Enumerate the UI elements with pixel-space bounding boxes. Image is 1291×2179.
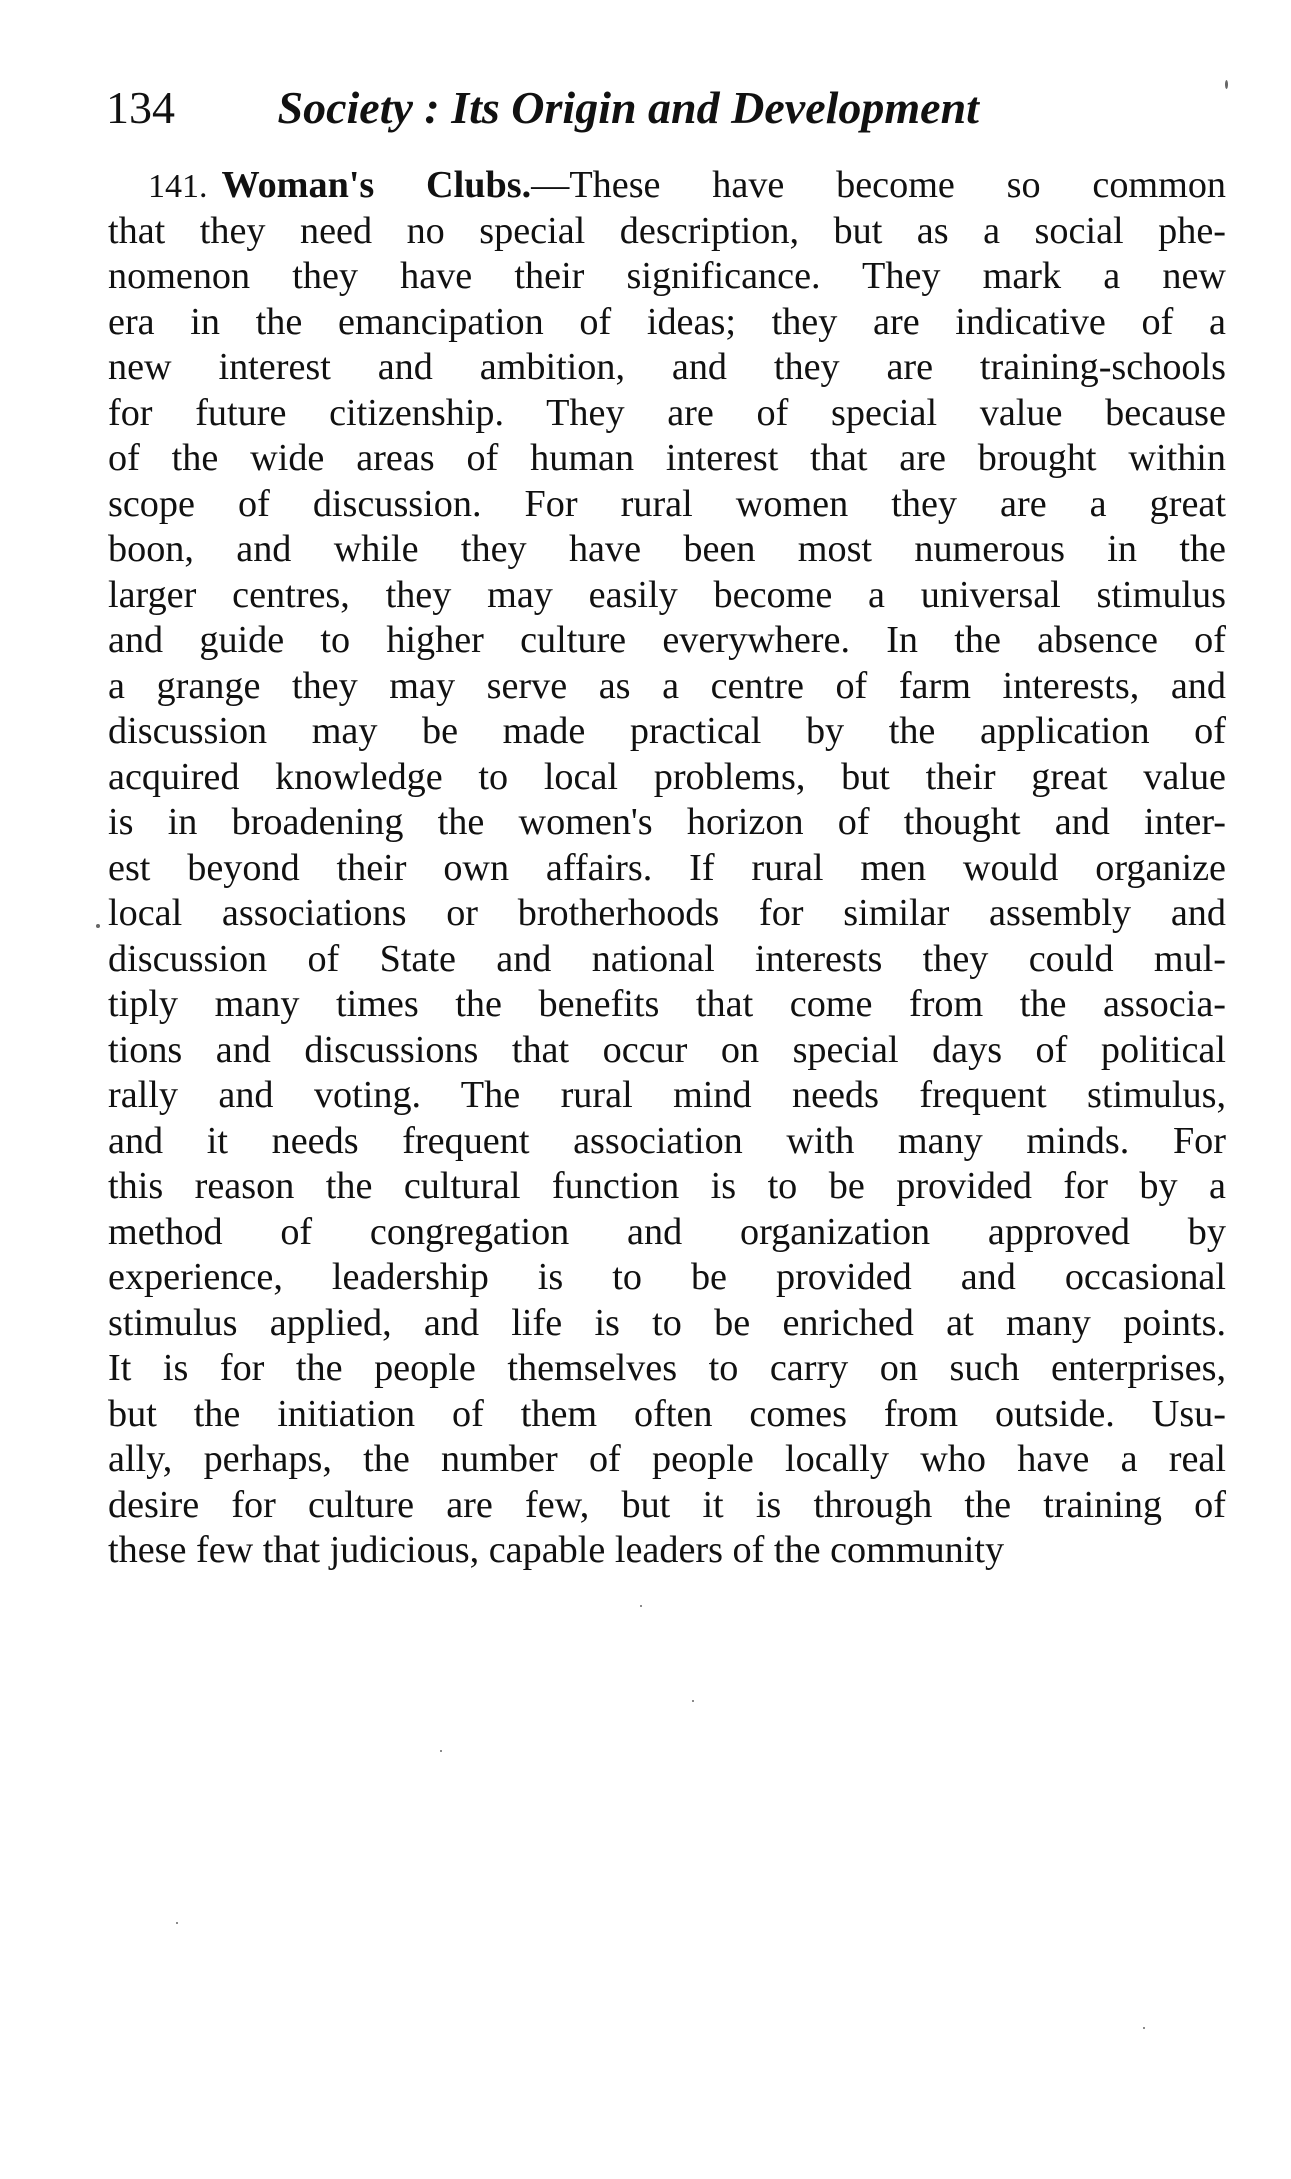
scan-speck	[440, 1750, 442, 1752]
text-line: but the initiation of them often comes from outside. Usu-	[108, 1392, 1226, 1435]
text-line: desire for culture are few, but it is through the training of	[108, 1483, 1226, 1526]
text-line: tiply many times the benefits that come from the associa-	[108, 983, 1226, 1025]
scan-speck	[692, 1700, 694, 1702]
scan-speck	[96, 924, 100, 928]
running-head	[106, 78, 1226, 138]
text-line: discussion may be made practical by the application of	[108, 710, 1226, 752]
text-line: tions and discussions that occur on special days of political	[108, 1028, 1226, 1071]
text-line: It is for the people themselves to carry on such enterprises,	[108, 1347, 1226, 1389]
text-line: method of congregation and organization approved by	[108, 1210, 1226, 1253]
text-line: scope of discussion. For rural women they are a great	[108, 482, 1226, 525]
scan-speck	[176, 1922, 178, 1924]
text-line: stimulus applied, and life is to be enriched at many points.	[108, 1301, 1226, 1344]
text-line: for future citizenship. They are of special value because	[108, 391, 1226, 434]
text-line: new interest and ambition, and they are training-schools	[108, 346, 1226, 388]
section-number: 141.	[148, 168, 208, 205]
section-141-text	[108, 163, 1226, 1574]
text-line: of the wide areas of human interest that are brought within	[108, 437, 1226, 479]
running-title: Society : Its Origin and Development	[277, 82, 979, 133]
text-line: rally and voting. The rural mind needs frequent stimulus,	[108, 1074, 1226, 1116]
text-line: a grange they may serve as a centre of farm interests, and	[108, 664, 1226, 707]
text-line: this reason the cultural function is to be provided for by a	[108, 1165, 1226, 1207]
text-line: acquired knowledge to local problems, but their great value	[108, 755, 1226, 798]
section-title: Woman's Clubs.	[221, 164, 532, 206]
page-number: 134	[106, 82, 175, 133]
text-line: experience, leadership is to be provided and occasional	[108, 1256, 1226, 1298]
text-line: era in the emancipation of ideas; they are indicative of a	[108, 300, 1226, 343]
text-line	[108, 163, 1226, 209]
section-lead-text: —These have become so common	[531, 164, 1227, 206]
text-line: boon, and while they have been most numerous in the	[108, 528, 1226, 570]
scan-speck	[640, 1605, 642, 1607]
text-line: that they need no special description, but as a social phe-	[108, 209, 1226, 252]
text-line: discussion of State and national interests they could mul-	[108, 937, 1226, 980]
text-line: and guide to higher culture everywhere. In the absence of	[108, 619, 1226, 661]
text-line: larger centres, they may easily become a universal stimulus	[108, 573, 1226, 616]
text-line: ally, perhaps, the number of people locally who have a real	[108, 1438, 1226, 1480]
text-line: est beyond their own affairs. If rural men would organize	[108, 846, 1226, 889]
scan-speck	[1143, 2027, 1145, 2029]
text-line: local associations or brotherhoods for similar assembly and	[108, 892, 1226, 934]
text-line: is in broadening the women's horizon of thought and inter-	[108, 801, 1226, 843]
text-line: and it needs frequent association with many minds. For	[108, 1119, 1226, 1162]
text-line: nomenon they have their significance. They mark a new	[108, 255, 1226, 297]
scan-speck	[1225, 80, 1228, 89]
text-line: these few that judicious, capable leaders of the community	[108, 1529, 1005, 1571]
